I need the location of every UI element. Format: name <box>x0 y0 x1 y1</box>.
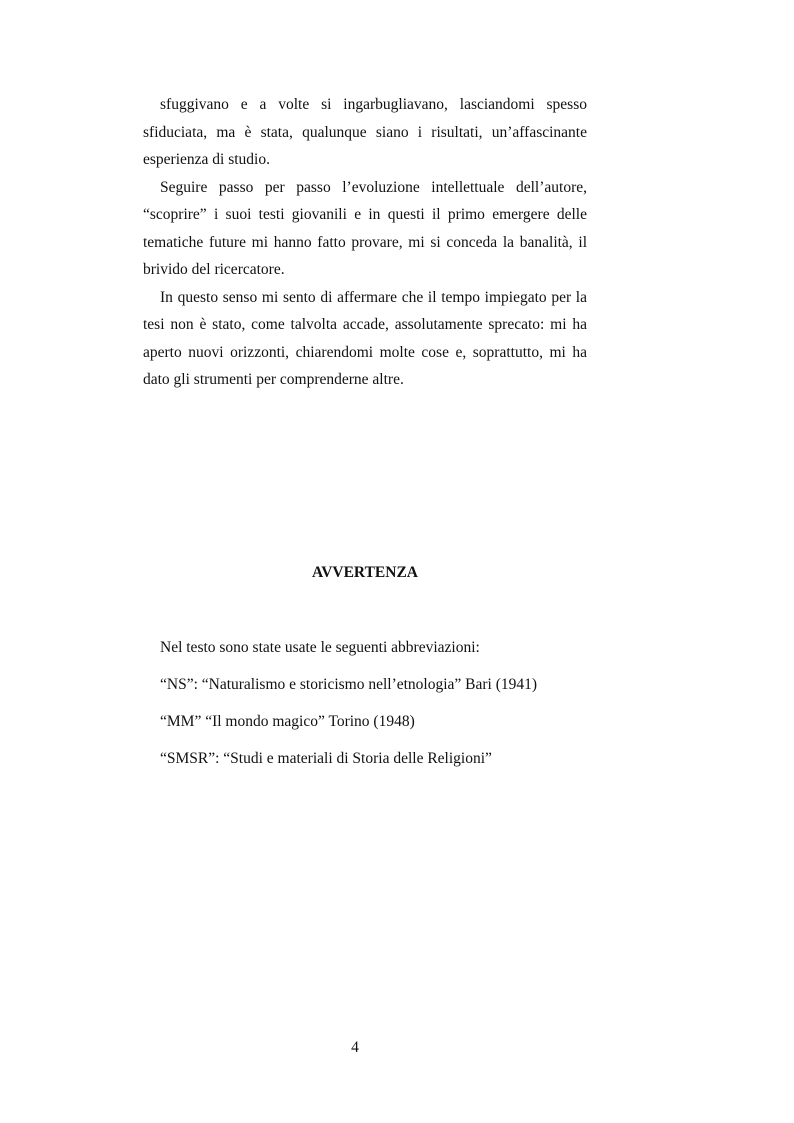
paragraph-2: Seguire passo per passo l’evoluzione intellettuale dell’autore, “scoprire” i suoi testi giovanili e in questi il primo emergere delle tematiche future mi hanno fatto provare, mi si conceda la banalità, il brivido del ricercatore. <box>143 178 587 278</box>
abbreviations-list <box>160 637 590 785</box>
paragraph-3: In questo senso mi sento di affermare che il tempo impiegato per la tesi non è stato, come talvolta accade, assolutamente sprecato: mi ha aperto nuovi orizzonti, chiarendomi molte cose e, soprattutto, mi ha dato gli strumenti per comprenderne altre. <box>143 288 587 388</box>
page-number: 4 <box>351 1039 359 1056</box>
abbreviation-item: “SMSR”: “Studi e materiali di Storia delle Religioni” <box>160 750 492 767</box>
paragraph-1: sfuggivano e a volte si ingarbugliavano, lasciandomi spesso sfiduciata, ma è stata, qualunque siano i risultati, un’affascinante esperienza di studio. <box>143 96 587 168</box>
section-title: AVVERTENZA <box>312 564 418 581</box>
abbreviation-item: “MM” “Il mondo magico” Torino (1948) <box>160 713 415 730</box>
body-text <box>143 91 587 394</box>
abbreviation-item: “NS”: “Naturalismo e storicismo nell’etnologia” Bari (1941) <box>160 676 538 693</box>
abbreviations-intro: Nel testo sono state usate le seguenti abbreviazioni: <box>160 639 480 656</box>
